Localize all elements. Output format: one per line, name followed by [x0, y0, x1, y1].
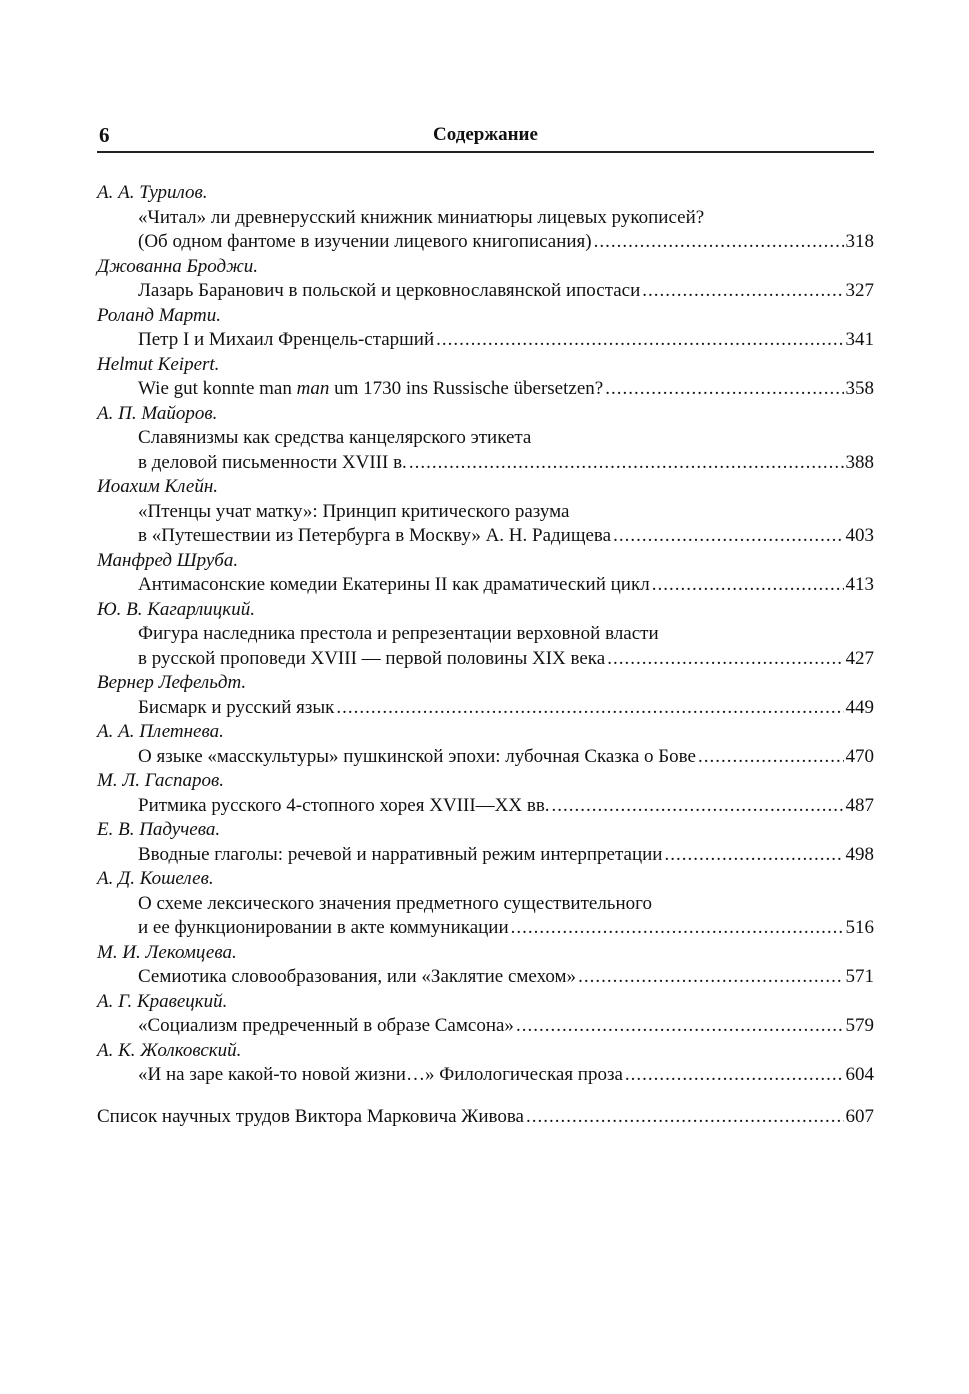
entry-page-number: 498 — [845, 843, 874, 865]
dot-leader — [607, 647, 843, 672]
entry-title-line — [97, 965, 874, 990]
entry-page-number: 571 — [845, 966, 874, 987]
entry-author: Джованна Броджи. — [97, 255, 258, 277]
toc-entry-bibliography[interactable] — [97, 1105, 874, 1130]
table-of-contents — [97, 181, 874, 1088]
entry-author: А. К. Жолковский. — [97, 1039, 242, 1061]
emphasis: man — [296, 378, 330, 399]
dot-leader — [625, 1063, 844, 1088]
entry-page-number: 516 — [845, 917, 874, 938]
entry-title-line — [97, 573, 874, 598]
toc-entry[interactable] — [97, 720, 874, 769]
entry-title-line: «Читал» ли древнерусский книжник миниатюры лицевых рукописей? — [138, 206, 705, 228]
dot-leader — [578, 965, 843, 990]
dot-leader — [613, 524, 843, 549]
page-header — [97, 121, 874, 153]
entry-author: Иоахим Клейн. — [97, 476, 219, 497]
entry-page-number: 318 — [845, 231, 874, 252]
entry-title-line: Славянизмы как средства канцелярского этикета — [138, 427, 532, 448]
dot-leader — [594, 230, 844, 255]
toc-entry[interactable] — [97, 353, 874, 402]
entry-title-line: «Птенцы учат матку»: Принцип критического разума — [138, 500, 570, 522]
entry-author: Ю. В. Кагарлицкий. — [97, 598, 255, 620]
entry-title-text: Вводные глаголы: речевой и нарративный режим интерпретации — [138, 843, 663, 865]
entry-author: М. Л. Гаспаров. — [97, 770, 224, 791]
toc-entry[interactable] — [97, 304, 874, 353]
toc-entry[interactable] — [97, 598, 874, 672]
dot-leader — [605, 377, 843, 402]
entry-title-line — [97, 916, 874, 941]
entry-page-number: 579 — [845, 1015, 874, 1036]
toc-entry[interactable] — [97, 402, 874, 476]
toc-entry[interactable] — [97, 475, 874, 549]
entry-page-number: 403 — [845, 525, 874, 546]
entry-title-text: и ее функционировании в акте коммуникации — [138, 917, 509, 938]
entry-title-line — [97, 696, 874, 721]
toc-entry[interactable] — [97, 941, 874, 990]
dot-leader — [436, 328, 843, 353]
dot-leader — [336, 696, 843, 721]
entry-title-text: Бисмарк и русский язык — [138, 696, 335, 718]
toc-entry[interactable] — [97, 867, 874, 941]
entry-author: Вернер Лефельдт. — [97, 672, 247, 693]
entry-author: Роланд Марти. — [97, 304, 222, 326]
dot-leader — [516, 1014, 844, 1039]
entry-title-line — [97, 647, 874, 672]
entry-title-line — [97, 794, 874, 819]
entry-author: Helmut Keipert. — [97, 353, 220, 375]
dot-leader — [698, 745, 844, 770]
entry-title-text: в русской проповеди XVIII — первой половины XIX века — [138, 647, 606, 669]
entry-title-line — [97, 1014, 874, 1039]
entry-title-line — [97, 230, 874, 255]
entry-title-text: в «Путешествии из Петербурга в Москву» А. Н. Радищева — [138, 525, 612, 546]
entry-title-line: О схеме лексического значения предметного существительного — [138, 892, 652, 914]
entry-page-number: 358 — [845, 378, 874, 399]
entry-title-line — [97, 524, 874, 549]
entry-title-text: Семиотика словообразования, или «Заклятие смехом» — [138, 966, 577, 987]
entry-title-line: Фигура наследника престола и репрезентации верховной власти — [138, 623, 659, 644]
entry-page-number: 487 — [845, 794, 874, 816]
entry-title-text: «Социализм предреченный в образе Самсона» — [138, 1015, 514, 1036]
dot-leader — [652, 573, 844, 598]
entry-page-number: 327 — [845, 280, 874, 301]
dot-leader — [409, 451, 844, 476]
page-number: 6 — [99, 123, 110, 147]
entry-title-line — [97, 328, 874, 353]
toc-entry[interactable] — [97, 769, 874, 818]
entry-title-line — [97, 843, 874, 868]
entry-title-text: Лазарь Баранович в польской и церковнославянской ипостаси — [138, 280, 641, 301]
entry-author: А. А. Турилов. — [97, 182, 208, 203]
entry-title: Список научных трудов Виктора Марковича Живова — [97, 1106, 524, 1127]
entry-page-number: 470 — [845, 745, 874, 767]
dot-leader — [526, 1105, 844, 1130]
toc-entry[interactable] — [97, 255, 874, 304]
entry-page-number: 604 — [845, 1064, 874, 1085]
toc-entry[interactable] — [97, 671, 874, 720]
entry-page-number: 607 — [845, 1106, 874, 1127]
entry-page-number: 413 — [845, 574, 874, 595]
entry-title-line — [97, 745, 874, 770]
entry-page-number: 341 — [845, 329, 874, 350]
entry-title-text: Антимасонские комедии Екатерины II как драматический цикл — [138, 574, 650, 595]
toc-entry[interactable] — [97, 1039, 874, 1088]
page-title: Содержание — [433, 124, 538, 145]
entry-title-text: Ритмика русского 4-стопного хорея XVIII—XX вв. — [138, 794, 550, 816]
entry-author: Е. В. Падучева. — [97, 819, 221, 840]
entry-author: М. И. Лекомцева. — [97, 941, 237, 963]
entry-author: А. А. Плетнева. — [97, 721, 224, 742]
entry-author: А. П. Майоров. — [97, 402, 218, 424]
dot-leader — [511, 916, 844, 941]
toc-entry[interactable] — [97, 990, 874, 1039]
entry-title-text: Wie gut konnte man man um 1730 ins Russische übersetzen? — [138, 378, 604, 399]
entry-title-line — [97, 377, 874, 402]
entry-title-line — [97, 451, 874, 476]
entry-author: А. Г. Кравецкий. — [97, 990, 228, 1012]
entry-author: А. Д. Кошелев. — [97, 868, 214, 889]
entry-title-text: «И на заре какой-то новой жизни…» Филологическая проза — [138, 1064, 623, 1085]
entry-title-line — [97, 279, 874, 304]
entry-title-text: в деловой письменности XVIII в. — [138, 451, 407, 473]
entry-title-text: О языке «масскультуры» пушкинской эпохи: лубочная Сказка о Бове — [138, 745, 696, 767]
entry-title-text: (Об одном фантоме в изучении лицевого книгописания) — [138, 231, 592, 252]
entry-title-text: Петр I и Михаил Френцель-старший — [138, 329, 435, 350]
dot-leader — [664, 843, 843, 868]
dot-leader — [552, 794, 844, 819]
toc-entry[interactable] — [97, 818, 874, 867]
toc-entry[interactable] — [97, 181, 874, 255]
entry-page-number: 427 — [845, 647, 874, 669]
entry-title-line — [97, 1063, 874, 1088]
toc-entry[interactable] — [97, 549, 874, 598]
entry-author: Манфред Шруба. — [97, 549, 239, 571]
entry-page-number: 388 — [845, 451, 874, 473]
dot-leader — [642, 279, 843, 304]
entry-page-number: 449 — [845, 696, 874, 718]
